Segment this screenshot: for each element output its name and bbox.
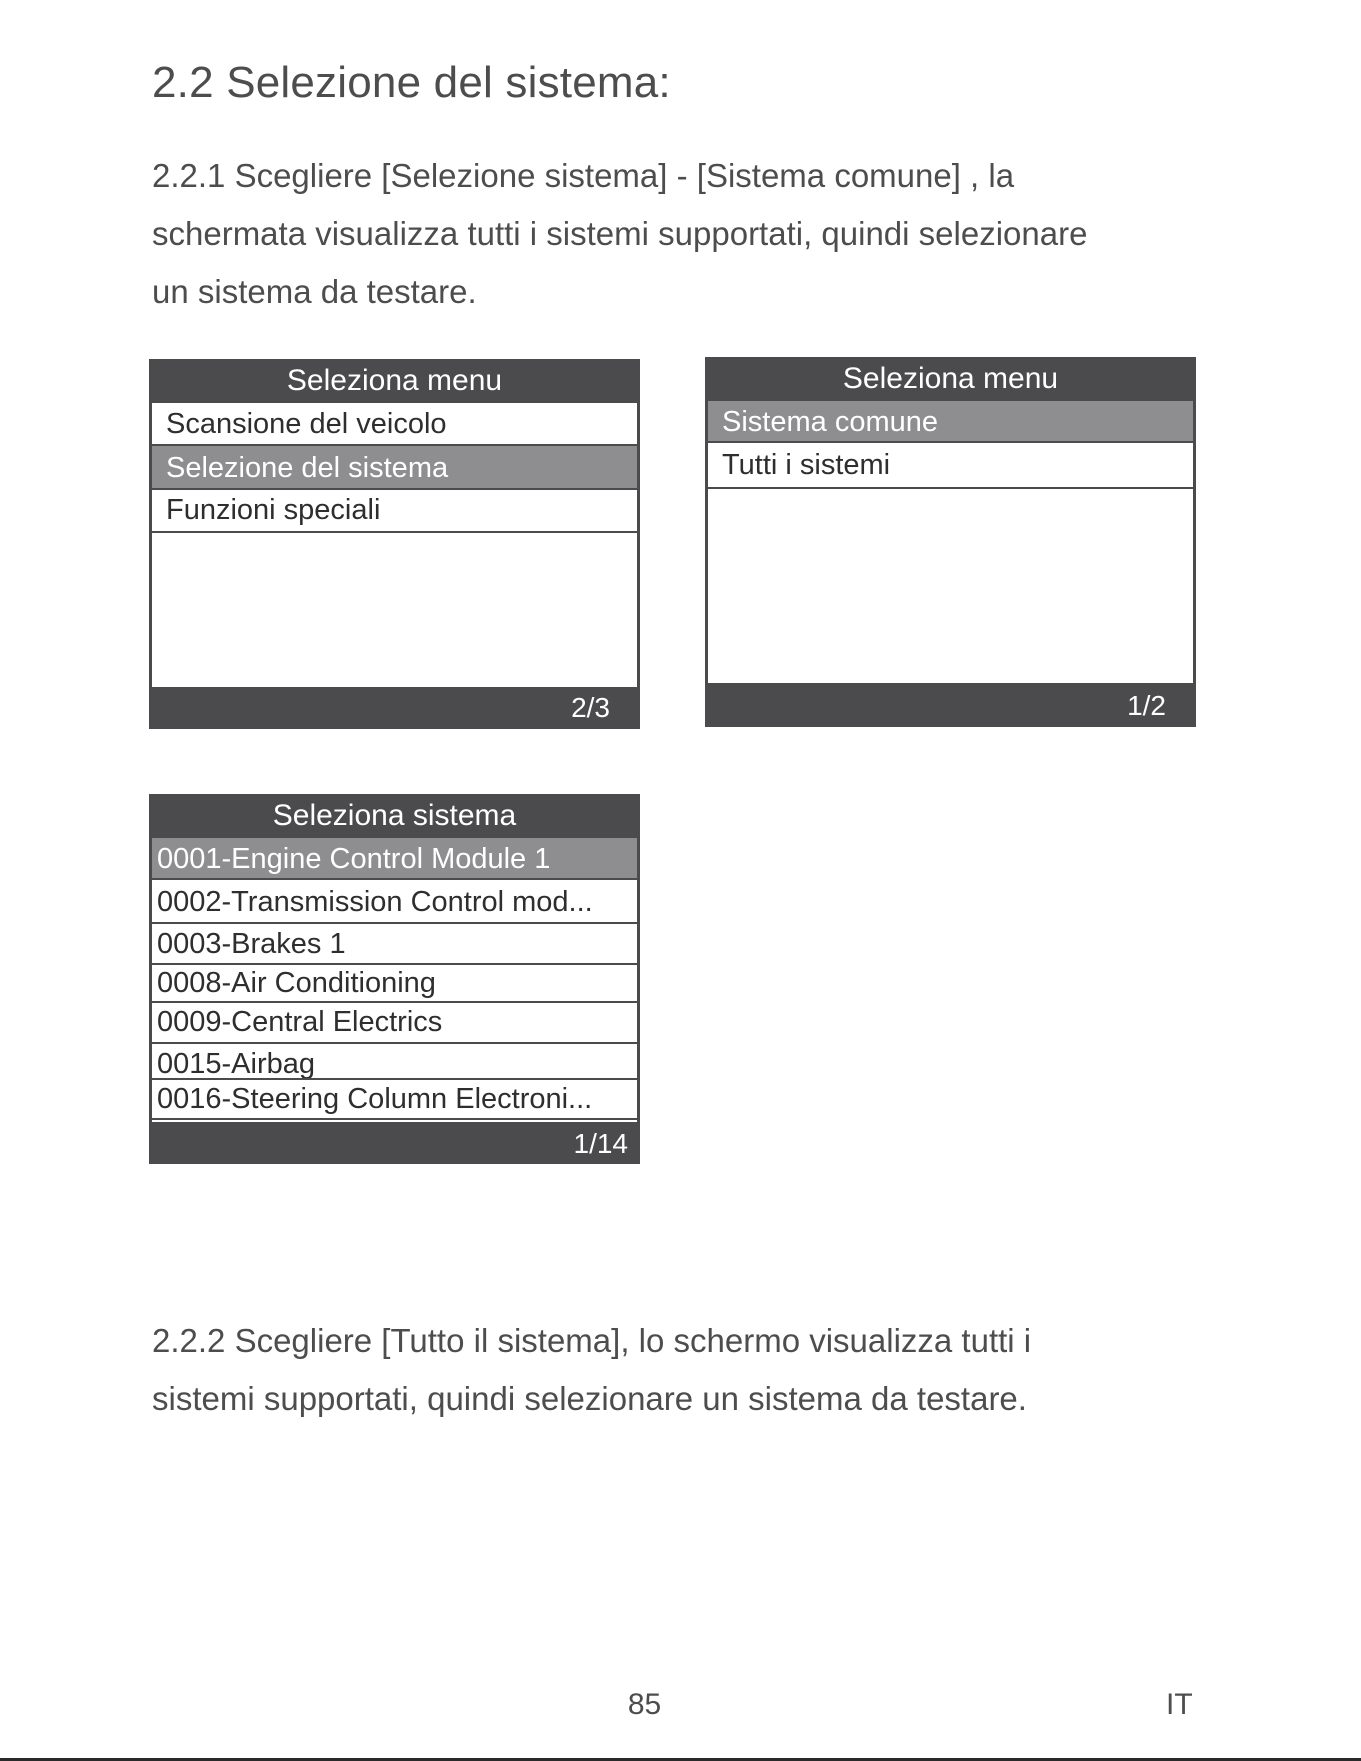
paragraph-line: schermata visualizza tutti i sistemi supportati, quindi selezionare bbox=[152, 215, 1088, 252]
menu-item-vehicle-scan[interactable]: Scansione del veicolo bbox=[152, 403, 637, 446]
page-indicator: 1/2 bbox=[1127, 690, 1166, 721]
system-item[interactable]: 0002-Transmission Control mod... bbox=[152, 880, 637, 924]
menu-item-common-system[interactable]: Sistema comune bbox=[708, 401, 1193, 443]
paragraph-line: sistemi supportati, quindi selezionare un sistema da testare. bbox=[152, 1380, 1027, 1417]
section-heading: 2.2 Selezione del sistema: bbox=[152, 58, 671, 107]
paragraph-2-2-2 bbox=[152, 1312, 1232, 1428]
system-item[interactable]: 0016-Steering Column Electroni... bbox=[152, 1080, 637, 1120]
paragraph-line: un sistema da testare. bbox=[152, 273, 477, 310]
menu-list bbox=[152, 403, 637, 687]
menu-item-system-selection[interactable]: Selezione del sistema bbox=[152, 446, 637, 490]
menu-item-all-systems[interactable]: Tutti i sistemi bbox=[708, 443, 1193, 489]
screen-title: Seleziona menu bbox=[842, 362, 1059, 395]
paragraph-2-2-1 bbox=[152, 147, 1232, 321]
system-item[interactable]: 0009-Central Electrics bbox=[152, 1003, 637, 1044]
language-code: IT bbox=[1166, 1688, 1193, 1721]
system-list bbox=[152, 838, 637, 1122]
screen-title: Seleziona sistema bbox=[272, 799, 517, 832]
paragraph-line: 2.2.1 Scegliere [Selezione sistema] - [Sistema comune] , la bbox=[152, 157, 1015, 194]
system-item[interactable]: 0001-Engine Control Module 1 bbox=[152, 838, 637, 880]
system-item[interactable]: 0008-Air Conditioning bbox=[152, 965, 637, 1003]
page-number: 85 bbox=[627, 1688, 662, 1721]
screenshot-select-menu-system bbox=[705, 357, 1196, 727]
page-indicator: 2/3 bbox=[571, 692, 610, 723]
screenshot-select-system bbox=[149, 794, 640, 1164]
menu-item-special-functions[interactable]: Funzioni speciali bbox=[152, 490, 637, 533]
system-item[interactable]: 0003-Brakes 1 bbox=[152, 924, 637, 965]
paragraph-line: 2.2.2 Scegliere [Tutto il sistema], lo schermo visualizza tutti i bbox=[152, 1322, 1032, 1359]
screen-title: Seleziona menu bbox=[286, 364, 503, 397]
system-item[interactable]: 0015-Airbag bbox=[152, 1044, 637, 1080]
menu-list bbox=[708, 401, 1193, 683]
screenshot-select-menu-main bbox=[149, 359, 640, 729]
page-indicator: 1/14 bbox=[573, 1128, 628, 1159]
